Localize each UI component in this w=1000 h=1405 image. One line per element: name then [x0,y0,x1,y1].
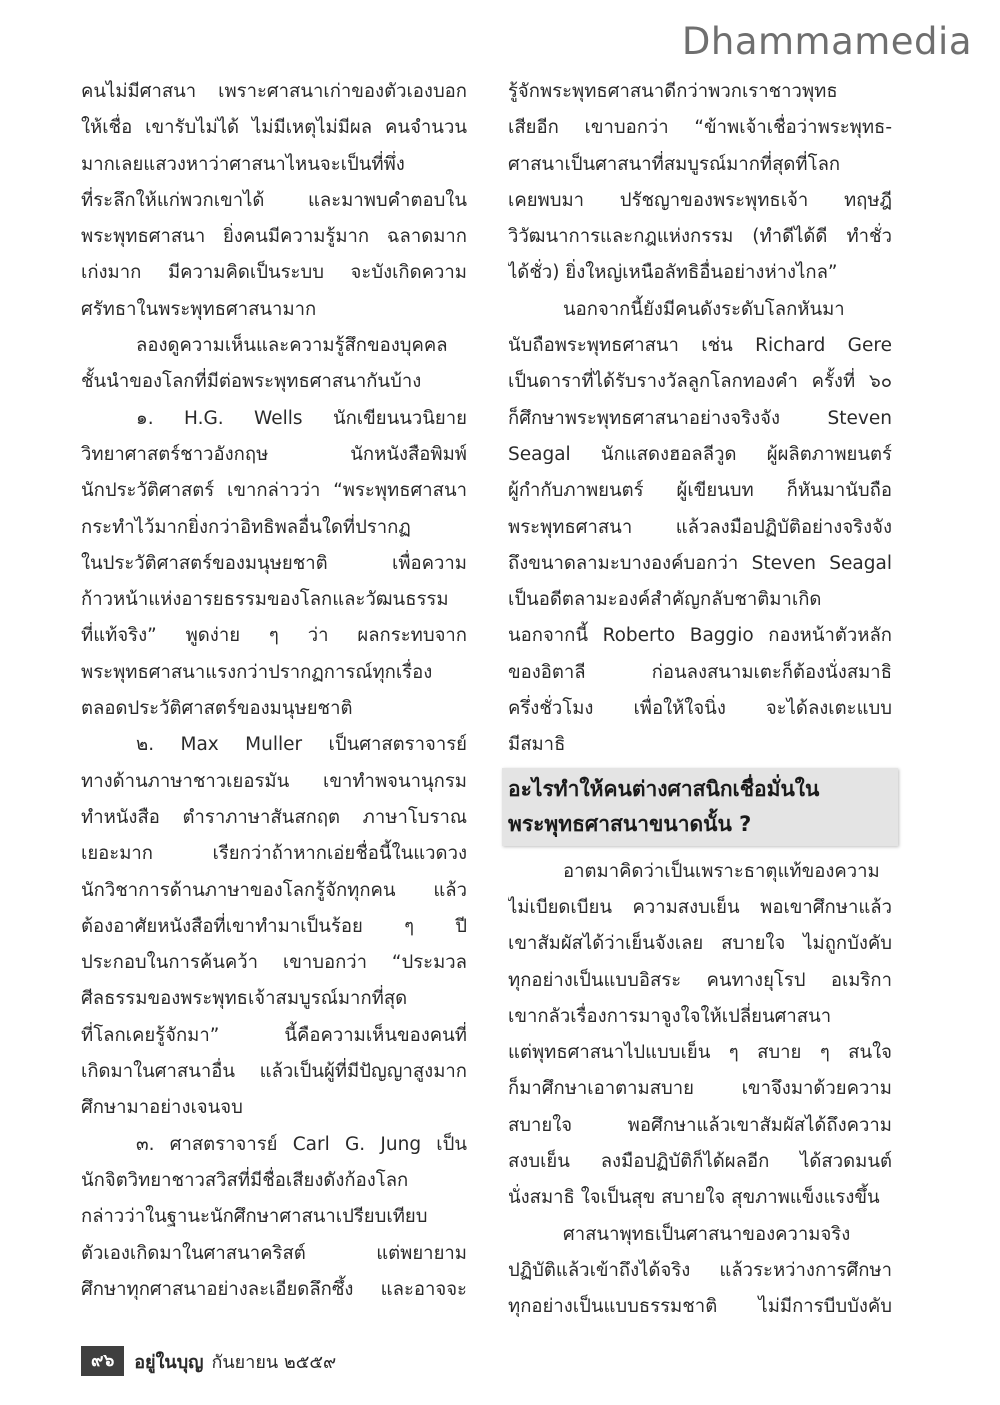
text-line: สงบเย็น ลงมือปฏิบัติก็ได้ผลอีก ได้สวดมนต์ [508,1151,892,1173]
text-line: ๒. Max Muller เป็นศาสตราจารย์ [136,734,467,756]
text-line: เกิดมาในศาสนาอื่น แล้วเป็นผู้ที่มีปัญญาสูงมาก [81,1061,467,1083]
text-line: ก้าวหน้าแห่งอารยธรรมของโลกและวัฒนธรรม [81,589,449,611]
brand-title: Dhammamedia [681,20,972,63]
text-line: ผู้กำกับภาพยนตร์ ผู้เขียนบท ก็หันมานับถือ [508,480,892,502]
text-line: พระพุทธศาสนา แล้วลงมือปฏิบัติอย่างจริงจัง [508,516,892,538]
text-line: ในประวัติศาสตร์ของมนุษยชาติ เพื่อความ [81,552,467,574]
text-line: เขากลัวเรื่องการมาจูงใจให้เปลี่ยนศาสนา [508,1005,832,1027]
text-line: ศีลธรรมของพระพุทธเจ้าสมบูรณ์มากที่สุด [81,988,408,1010]
magazine-name: อยู่ในบุญ [134,1351,204,1373]
text-line: ศาสนาพุทธเป็นศาสนาของความจริง [563,1223,851,1245]
text-line: ก็มาศึกษาเอาตามสบาย เขาจึงมาด้วยความ [508,1078,892,1100]
text-line: สบายใจ พอศึกษาแล้วเขาสัมผัสได้ถึงความ [508,1114,892,1136]
text-line: ให้เชื่อ เขารับไม่ได้ ไม่มีเหตุไม่มีผล คนจำนวน [81,117,467,139]
text-line: ไม่เบียดเบียน ความสงบเย็น พอเขาศึกษาแล้ว [508,896,892,918]
text-line: รู้จักพระพุทธศาสนาดีกว่าพวกเราชาวพุทธ [508,81,838,102]
text-line: นักประวัติศาสตร์ เขากล่าวว่า “พระพุทธศาสนา [81,480,467,502]
text-line: ศึกษามาอย่างเจนจบ [81,1097,243,1119]
text-line: คนไม่มีศาสนา เพราะศาสนาเก่าของตัวเองบอก [81,81,467,102]
right-column [508,74,892,1326]
text-line: ถึงขนาดลามะบางองค์บอกว่า Steven Seagal [508,552,892,574]
text-line: ครึ่งชั่วโมง เพื่อให้ใจนิ่ง จะได้ลงเตะแบบ [508,698,892,720]
text-line: นอกจากนี้ Roberto Baggio กองหน้าตัวหลัก [508,625,892,647]
text-line: Seagal นักแสดงฮอลลีวูด ผู้ผลิตภาพยนตร์ [508,443,892,465]
text-line: ลองดูความเห็นและความรู้สึกของบุคคล [136,335,448,357]
text-line: ที่โลกเคยรู้จักมา” นี้คือความเห็นของคนที่ [81,1024,467,1046]
text-line: กระทำไว้มากยิ่งกว่าอิทธิพลอื่นใดที่ปรากฏ [81,516,411,538]
text-line: ศึกษาทุกศาสนาอย่างละเอียดลึกซึ้ง และอาจจะ [81,1278,467,1300]
text-line: นับถือพระพุทธศาสนา เช่น Richard Gere [508,335,892,357]
page-footer [81,1346,336,1376]
text-line: ตัวเองเกิดมาในศาสนาคริสต์ แต่พยายาม [81,1242,467,1264]
issue-date: กันยายน ๒๕๕๙ [211,1351,337,1373]
text-line: กล่าวว่าในฐานะนักศึกษาศาสนาเปรียบเทียบ [81,1206,428,1228]
text-line: นักวิชาการด้านภาษาของโลกรู้จักทุกคน แล้ว [81,879,467,901]
text-line: มากเลยแสวงหาว่าศาสนาไหนจะเป็นที่พึ่ง [81,153,405,175]
text-line: อาตมาคิดว่าเป็นเพราะธาตุแท้ของความ [563,860,880,882]
text-line: วิวัฒนาการและกฎแห่งกรรม (ทำดีได้ดี ทำชั่ว [508,226,892,248]
text-line: นอกจากนี้ยังมีคนดังระดับโลกหันมา [563,298,845,320]
left-column [81,74,467,1308]
text-line: ศรัทธาในพระพุทธศาสนามาก [81,298,317,320]
text-line: เสียอีก เขาบอกว่า “ข้าพเจ้าเชื่อว่าพระพุทธ- [508,117,892,139]
section-heading-line: พระพุทธศาสนาขนาดนั้น ? [508,811,752,836]
text-line: ที่ระลึกให้แก่พวกเขาได้ และมาพบคำตอบใน [81,189,467,211]
text-line: เก่งมาก มีความคิดเป็นระบบ จะบังเกิดความ [81,262,467,284]
text-line: นักจิตวิทยาชาวสวิสที่มีชื่อเสียงดังก้องโลก [81,1169,409,1191]
text-line: เยอะมาก เรียกว่าถ้าหากเอ่ยชื่อนี้ในแวดวง [81,843,467,865]
text-line: ก็ศึกษาพระพุทธศาสนาอย่างจริงจัง Steven [508,407,892,429]
text-line: นั่งสมาธิ ใจเป็นสุข สบายใจ สุขภาพแข็งแรงขึ้น [508,1187,880,1209]
section-heading-line: อะไรทำให้คนต่างศาสนิกเชื่อมั่นใน [508,776,820,801]
text-line: วิทยาศาสตร์ชาวอังกฤษ นักหนังสือพิมพ์ [81,443,467,465]
text-line: แต่พุทธศาสนาไปแบบเย็น ๆ สบาย ๆ สนใจ [508,1042,892,1064]
text-line: ของอิตาลี ก่อนลงสนามเตะก็ต้องนั่งสมาธิ [508,661,892,683]
text-line: ชั้นนำของโลกที่มีต่อพระพุทธศาสนากันบ้าง [81,371,422,393]
text-line: เคยพบมา ปรัชญาของพระพุทธเจ้า ทฤษฎี [508,189,892,211]
text-line: ปฏิบัติแล้วเข้าถึงได้จริง แล้วระหว่างการศึกษา [508,1259,892,1281]
text-line: ศาสนาเป็นศาสนาที่สมบูรณ์มากที่สุดที่โลก [508,153,841,175]
text-line: ต้องอาศัยหนังสือที่เขาทำมาเป็นร้อย ๆ ปี [81,915,467,937]
text-line: ทุกอย่างเป็นแบบธรรมชาติ ไม่มีการบีบบังคับ [508,1296,892,1318]
text-line: ๓. ศาสตราจารย์ Carl G. Jung เป็น [136,1133,467,1155]
page-number: ๙๖ [81,1346,124,1376]
text-line: มีสมาธิ [508,734,566,756]
text-line: เขาสัมผัสได้ว่าเย็นจังเลย สบายใจ ไม่ถูกบังคับ [508,933,892,955]
text-line: พระพุทธศาสนา ยิ่งคนมีความรู้มาก ฉลาดมาก [81,226,467,248]
text-line: ตลอดประวัติศาสตร์ของมนุษยชาติ [81,698,353,720]
text-line: ทางด้านภาษาชาวเยอรมัน เขาทำพจนานุกรม [81,770,467,792]
text-line: ได้ชั่ว) ยิ่งใหญ่เหนือลัทธิอื่นอย่างห่างไกล” [508,262,838,284]
text-line: เป็นอดีตลามะองค์สำคัญกลับชาติมาเกิด [508,589,822,611]
text-line: ทุกอย่างเป็นแบบอิสระ คนทางยุโรป อเมริกา [508,969,892,991]
text-line: เป็นดาราที่ได้รับรางวัลลูกโลกทองคำ ครั้งที่ ๖๐ [508,371,892,393]
text-line: ประกอบในการค้นคว้า เขาบอกว่า “ประมวล [81,952,467,974]
text-line: ๑. H.G. Wells นักเขียนนวนิยาย [136,407,467,429]
text-line: พระพุทธศาสนาแรงกว่าปรากฏการณ์ทุกเรื่อง [81,661,433,683]
text-line: ทำหนังสือ ตำราภาษาสันสกฤต ภาษาโบราณ [81,806,467,828]
text-line: ที่แท้จริง” พูดง่าย ๆ ว่า ผลกระทบจาก [81,625,467,647]
section-heading [502,768,898,846]
